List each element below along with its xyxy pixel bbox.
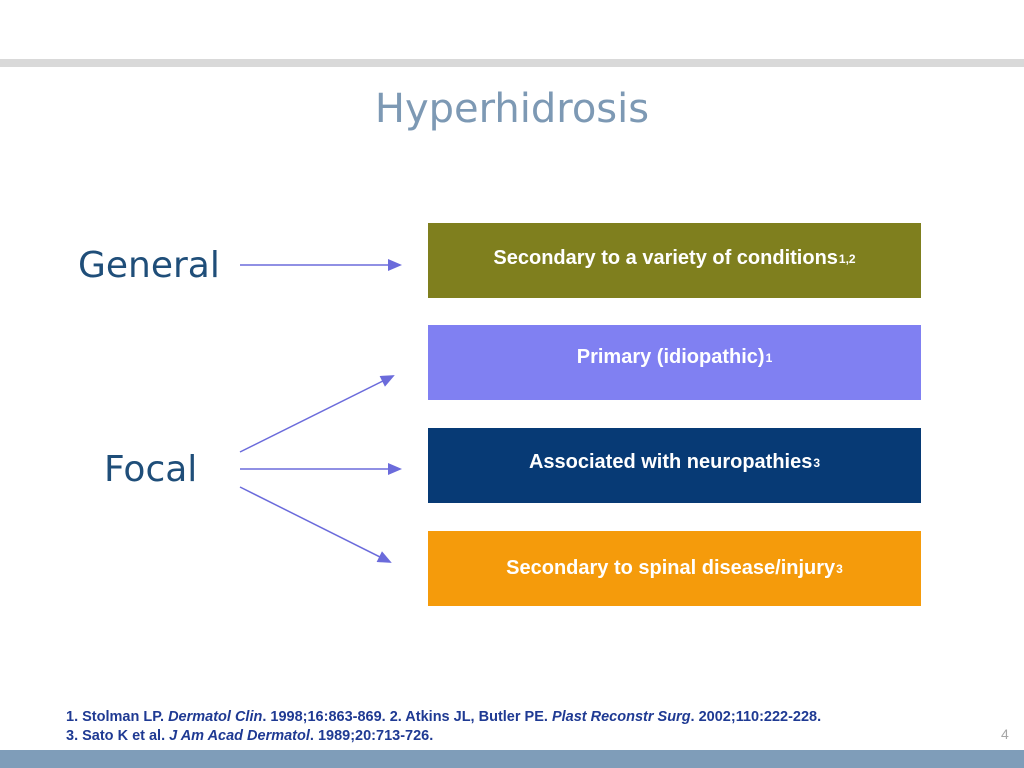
footnote-line-1 bbox=[66, 708, 986, 727]
page-number: 4 bbox=[1001, 726, 1009, 742]
box-spinal-disease-text: Secondary to spinal disease/injury bbox=[506, 557, 836, 579]
arrow-focal-to-primary bbox=[240, 376, 393, 452]
box-neuropathies-text: Associated with neuropathies bbox=[528, 451, 813, 473]
ref1-details: . 1998;16:863-869. 2. Atkins JL, Butler PE. bbox=[262, 709, 552, 725]
ref3-details: . 1989;20:713-726. bbox=[309, 728, 434, 744]
ref3-journal: J Am Acad Dermatol bbox=[169, 728, 310, 744]
box-secondary-to-conditions-text: Secondary to a variety of conditions bbox=[493, 247, 838, 269]
category-focal-label: Focal bbox=[104, 449, 198, 490]
arrow-focal-to-spinal bbox=[240, 487, 390, 562]
box-primary-idiopathic: Primary (idiopathic) 1 bbox=[428, 325, 921, 400]
box-primary-idiopathic-text: Primary (idiopathic) bbox=[576, 346, 765, 368]
ref1-journal: Dermatol Clin bbox=[168, 709, 263, 725]
box-spinal-disease: Secondary to spinal disease/injury 3 bbox=[428, 531, 921, 606]
ref3-authors: 3. Sato K et al. bbox=[66, 728, 170, 744]
footnote-references bbox=[66, 708, 986, 746]
ref2-details: . 2002;110:222-228. bbox=[690, 709, 822, 725]
category-general-label: General bbox=[78, 245, 220, 286]
ref2-journal: Plast Reconstr Surg bbox=[551, 709, 691, 725]
footnote-line-2 bbox=[66, 727, 986, 746]
ref1-authors: 1. Stolman LP. bbox=[66, 709, 169, 725]
box-secondary-to-conditions: Secondary to a variety of conditions 1,2 bbox=[428, 223, 921, 298]
bottom-band bbox=[0, 750, 1024, 768]
box-neuropathies: Associated with neuropathies 3 bbox=[428, 428, 921, 503]
slide-title: Hyperhidrosis bbox=[374, 86, 650, 132]
